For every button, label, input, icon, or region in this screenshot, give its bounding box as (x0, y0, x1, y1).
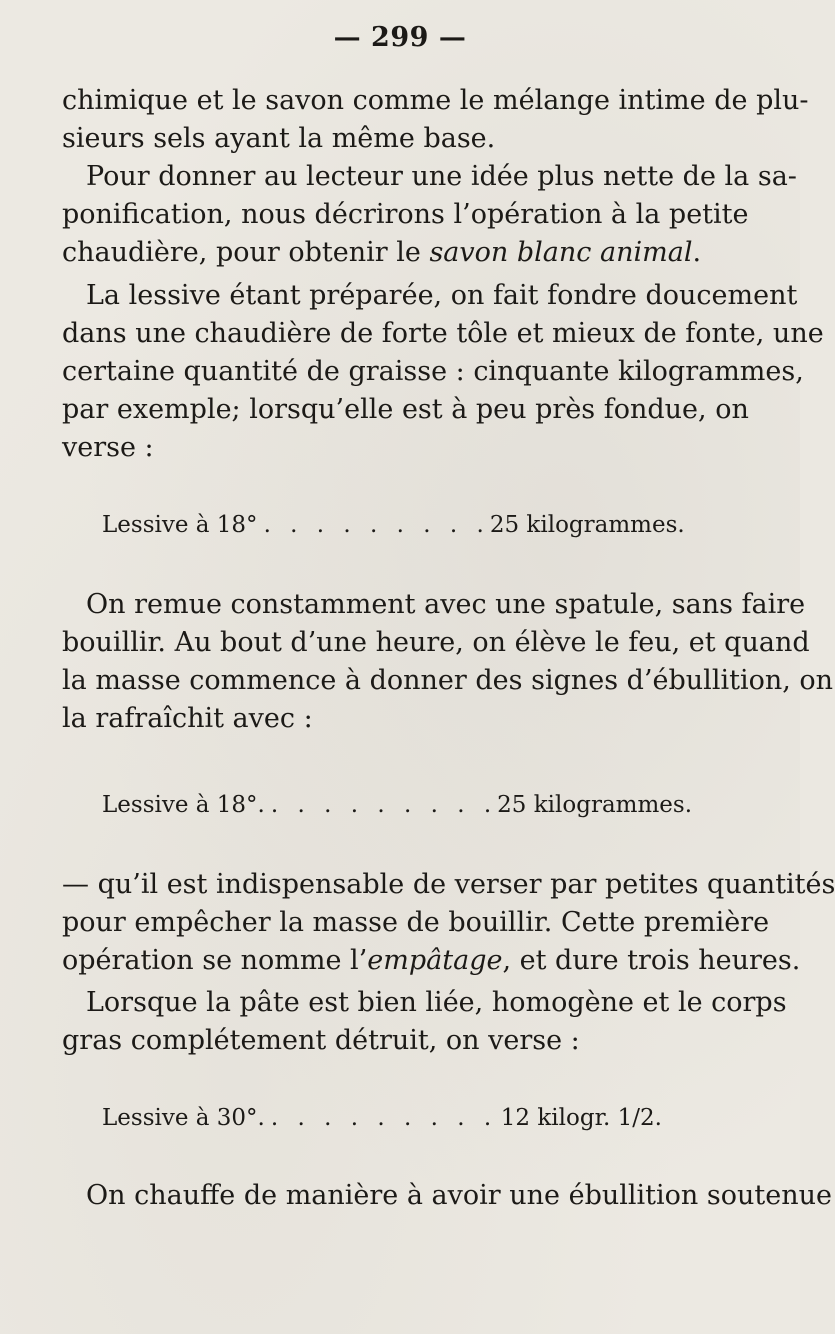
recipe-quantity: 25 kilogrammes. (497, 792, 693, 818)
page-number: — 299 — (333, 22, 467, 53)
text-line: ponification, nous décrirons l’opération à la petite (62, 199, 749, 230)
italic-term: savon blanc animal (429, 237, 693, 268)
paragraph-7 (62, 1177, 832, 1215)
text-segment: , et dure trois heures. (502, 945, 801, 976)
text-line (62, 234, 714, 272)
text-line: dans une chaudière de forte tôle et mieux de fonte, une (62, 318, 824, 349)
text-line: chimique et le savon comme le mélange intime de plu- (62, 85, 809, 116)
paragraph-4 (62, 586, 834, 738)
text-line: bouillir. Au bout d’une heure, on élève le feu, et quand (62, 627, 810, 658)
text-line: certaine quantité de graisse : cinquante kilogrammes, (62, 356, 804, 387)
text-line: par exemple; lorsqu’elle est à peu près fondue, on (62, 394, 749, 425)
recipe-label: Lessive à 18°. (102, 792, 265, 818)
recipe-quantity: 25 kilogrammes. (489, 512, 685, 538)
text-line: sieurs sels ayant la même base. (62, 123, 496, 154)
text-line (62, 942, 801, 980)
text-segment: opération se nomme l’ (62, 945, 368, 976)
recipe-line-3 (102, 1103, 662, 1133)
text-line: On remue constamment avec une spatule, sans faire (86, 589, 806, 620)
text-line: verse : (62, 432, 154, 463)
text-line: Lorsque la pâte est bien liée, homogène et le corps (86, 987, 787, 1018)
recipe-label: Lessive à 18° (102, 512, 258, 538)
recipe-quantity: 12 kilogr. 1/2. (500, 1105, 662, 1131)
text-line: la rafraîchit avec : (62, 703, 313, 734)
recipe-line-2 (102, 790, 693, 820)
leader-dots: . . . . . . . . . (263, 512, 490, 538)
paragraph-1 (62, 82, 809, 158)
leader-dots: . . . . . . . . . (270, 792, 498, 818)
text-line: — qu’il est indispensable de verser par petites quantités (62, 869, 835, 900)
italic-term: empâtage (367, 945, 503, 976)
text-line: gras complétement détruit, on verse : (62, 1025, 580, 1056)
recipe-label: Lessive à 30°. (102, 1105, 265, 1131)
text-line: La lessive étant préparée, on fait fondre doucement (86, 280, 798, 311)
text-segment: . (692, 237, 702, 268)
recipe-line-1 (102, 510, 685, 540)
leader-dots: . . . . . . . . . (270, 1105, 498, 1131)
text-line: la masse commence à donner des signes d’ébullition, on (62, 665, 834, 696)
text-line: Pour donner au lecteur une idée plus nette de la sa- (86, 161, 797, 192)
paragraph-5 (62, 866, 835, 980)
paragraph-6 (62, 984, 787, 1060)
text-line: On chauffe de manière à avoir une ébullition soutenue (86, 1180, 832, 1211)
paragraph-3 (62, 277, 824, 467)
paragraph-2 (62, 158, 797, 272)
text-line: pour empêcher la masse de bouillir. Cette première (62, 907, 770, 938)
text-segment: chaudière, pour obtenir le (62, 237, 430, 268)
